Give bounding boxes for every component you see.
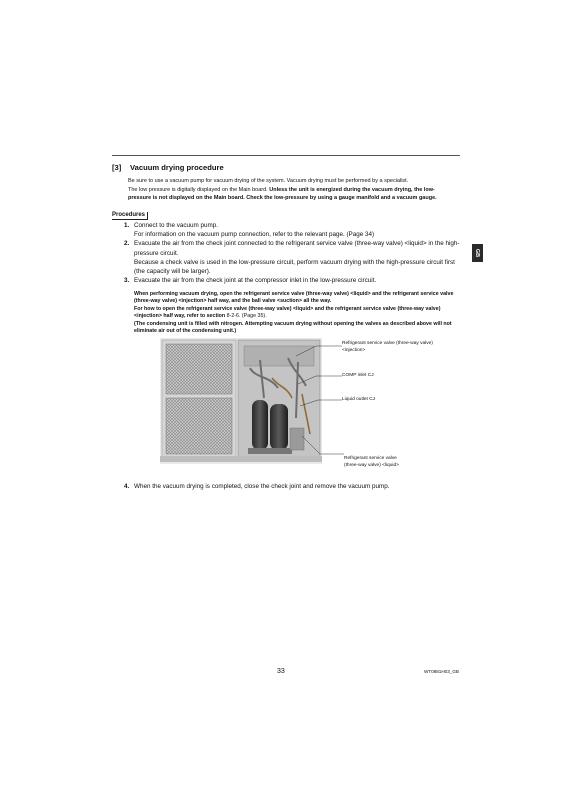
section-number: [3] [112,163,122,172]
step-number: 3. [124,277,130,285]
procedures-label: Procedures [112,212,148,220]
step-3 [112,276,462,285]
note-reference: 8-2-6. (Page 35). [226,313,267,320]
step-number: 2. [124,240,130,248]
callout-text: Refrigerant service valve [344,456,397,461]
callout-leader-lines [296,340,344,458]
document-id: WT0881H03_GB [424,669,459,674]
page-number: 33 [277,668,285,675]
callout-injection-valve [342,341,433,354]
step-number: 4. [124,483,130,490]
note-line: When performing vacuum drying, open the refrigerant service valve (three-way valve) <liquid> and the refrigerant service valve (three-way valve) <injection> half way, and the ball valve <suction> all the way. [134,291,454,305]
callout-liquid-outlet: Liquid outlet CJ [342,397,376,402]
step-text: When the vacuum drying is completed, close the check joint and remove the vacuum pump. [134,483,390,490]
vacuum-drying-note [134,291,459,335]
intro-paragraph-2 [128,187,458,202]
section-rule [112,155,460,156]
step-text: Evacuate the air from the check joint at the compressor inlet in the low-pressure circuit. [134,277,377,285]
callout-text: (three-way valve) <liquid> [344,462,399,468]
step-text: Evacuate the air from the check joint connected to the refrigerant service valve (three-way valve) <liquid> in the high-pressure circuit. [134,240,460,257]
intro-bold-text: Unless the unit is energized during the vacuum drying, the low-pressure is not displayed on the Main board. Check the low-pressure by using a gauge manifold and a vacuum gauge. [128,187,437,201]
step-1 [112,221,462,239]
callout-text: <injection> [342,347,366,353]
callout-liquid-valve [344,456,399,469]
step-4 [112,482,462,491]
note-line [134,306,459,321]
intro-plain-text: The low pressure is digitally displayed on the Main board. [128,187,270,193]
section-title: Vacuum drying procedure [130,163,224,172]
intro-paragraph-1: Be sure to use a vacuum pump for vacuum drying of the system. Vacuum drying must be performed by a specialist. [128,178,409,184]
language-tab [472,244,483,262]
procedure-steps [112,221,462,285]
note-bold: For how to open the refrigerant service valve (three-way valve) <liquid> and the refrigerant service valve (three-way valve) <injection> half way, refer to section [134,305,441,320]
step-2 [112,239,462,276]
callout-text: Refrigerant service valve (three-way valve) [342,341,433,346]
step-text: Connect to the vacuum pump. [134,222,219,229]
step-text: For information on the vacuum pump connection, refer to the relevant page. (Page 34) [134,231,375,239]
callout-comp-inlet: COMP inlet CJ [342,373,374,378]
language-tab-label: GB [474,248,481,258]
note-line: (The condensing unit is filled with nitrogen. Attempting vacuum drying without opening the valves as described above will not eliminate air out of the condensing unit.) [134,320,452,335]
step-text: Because a check valve is used in the low-pressure circuit, perform vacuum drying with the high-pressure circuit first (the capacity will be larger). [134,258,455,276]
section-heading [112,163,224,172]
step-number: 1. [124,222,130,229]
